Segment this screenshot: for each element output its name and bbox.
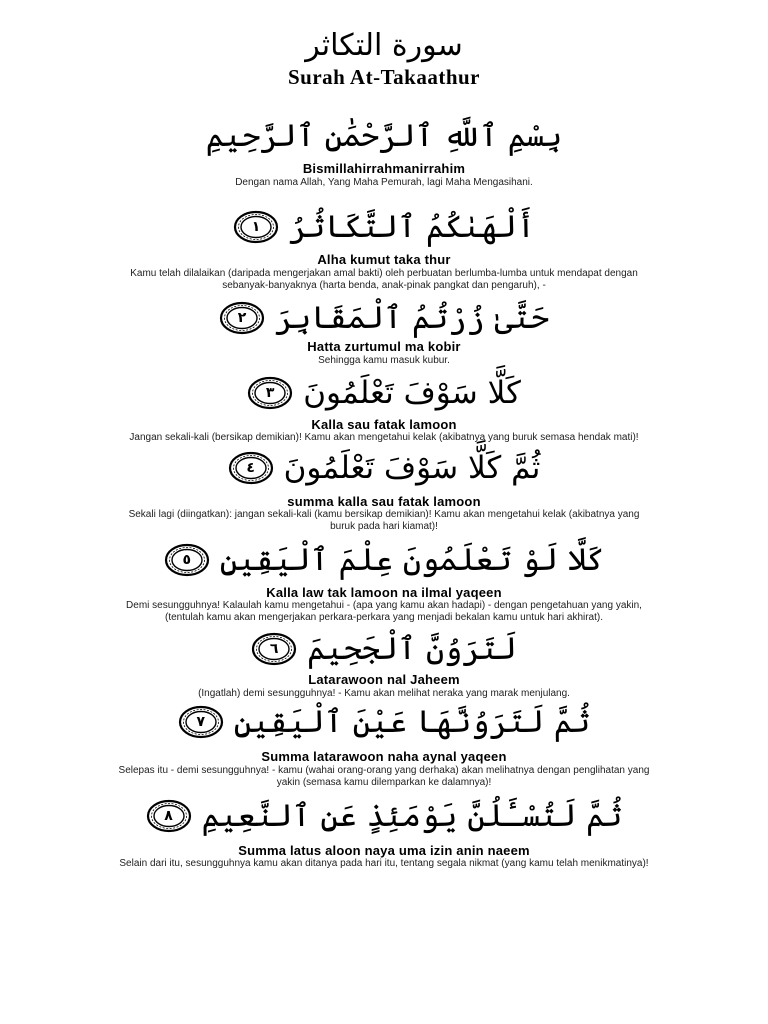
verse-7-arabic-text: ثُمَّ لَتَرَوُنَّهَا عَيْنَ ٱلْيَقِينِ — [233, 704, 591, 740]
ayah-number: ٢ — [237, 310, 247, 326]
ayah-number-marker-icon — [233, 210, 279, 244]
ayah-number-marker-icon — [219, 301, 265, 335]
ayah-number-marker-icon — [247, 376, 293, 410]
basmala-transliteration: Bismillahirrahmanirrahim — [302, 161, 466, 176]
verse-8-translation: Selain dari itu, sesungguhnya kamu akan ditanya pada hari itu, tentang segala nikmat (yang kamu telah menikmatinya)! — [119, 858, 649, 869]
verse-4-translation: Sekali lagi (diingatkan): jangan sekali-kali (kamu bersikap demikian)! Kamu akan mengetahui kelak (akibatnya yang buruk pada hari kiamat)! — [128, 509, 640, 532]
verse-4-transliteration: summa kalla sau fatak lamoon — [287, 494, 481, 509]
verse-4-arabic — [0, 443, 768, 493]
verse-5-translation: Demi sesungguhnya! Kalaulah kamu mengetahui - (apa yang kamu akan hadapi) - dengan pengetahuan yang yakin, (tentulah kamu akan mengerjakan perkara-perkara yang menjadi bekalan kamu untuk hari akhirat). — [126, 600, 642, 623]
ayah-number: ٣ — [265, 385, 275, 401]
ayah-number-marker-icon — [146, 799, 192, 833]
verse-1-arabic — [0, 202, 768, 252]
verse-6-arabic — [0, 624, 768, 674]
ayah-number: ٤ — [246, 460, 255, 476]
verse-2-transliteration: Hatta zurtumul ma kobir — [307, 339, 461, 354]
verse-7-arabic — [0, 697, 768, 747]
verse-7-translation: Selepas itu - demi sesungguhnya! - kamu (wahai orang-orang yang derhaka) akan melihatnya dengan penglihatan yang yakin (semasa kamu dilemparkan ke dalamnya)! — [118, 765, 650, 788]
basmala-arabic — [0, 111, 768, 161]
verse-1-translation: Kamu telah dilalaikan (daripada mengerjakan amal bakti) oleh perbuatan berlumba-lumba untuk mendapat dengan sebanyak-banyaknya (harta benda, anak-pinak pangkat dan pengaruh), - — [130, 268, 638, 291]
verse-1-arabic-text: أَلْهَىٰكُمُ ٱلتَّكَاثُرُ — [289, 209, 535, 245]
verse-5-transliteration: Kalla law tak lamoon na ilmal yaqeen — [266, 585, 502, 600]
verse-1-transliteration: Alha kumut taka thur — [317, 252, 451, 267]
verse-2-arabic — [0, 293, 768, 343]
verse-8-arabic-text: ثُمَّ لَتُسْـَٔلُنَّ يَوْمَئِذٍ عَنِ ٱلنَّعِيمِ — [201, 798, 623, 834]
verse-6-transliteration: Latarawoon nal Jaheem — [308, 672, 460, 687]
ayah-number-marker-icon — [228, 451, 274, 485]
verse-3-translation: Jangan sekali-kali (bersikap demikian)! Kamu akan mengetahui kelak (akibatnya yang buruk semasa hendak mati)! — [129, 432, 639, 443]
verse-8-transliteration: Summa latus aloon naya uma izin anin naeem — [238, 843, 530, 858]
verse-3-arabic — [0, 368, 768, 418]
ayah-number: ٨ — [164, 808, 173, 824]
verse-2-arabic-text: حَتَّىٰ زُرْتُمُ ٱلْمَقَابِرَ — [275, 300, 550, 336]
verse-3-arabic-text: كَلَّا سَوْفَ تَعْلَمُونَ — [303, 375, 521, 411]
ayah-number: ٧ — [196, 714, 206, 730]
basmala-translation: Dengan nama Allah, Yang Maha Pemurah, lagi Maha Mengasihani. — [235, 177, 533, 188]
ayah-number: ١ — [251, 219, 261, 235]
surah-title-arabic: سورة التكاثر — [305, 28, 463, 63]
verse-3-transliteration: Kalla sau fatak lamoon — [311, 417, 457, 432]
verse-5-arabic — [0, 535, 768, 585]
verse-7-transliteration: Summa latarawoon naha aynal yaqeen — [261, 749, 507, 764]
verse-6-arabic-text: لَتَرَوُنَّ ٱلْجَحِيمَ — [307, 631, 517, 667]
verse-5-arabic-text: كَلَّا لَوْ تَعْلَمُونَ عِلْمَ ٱلْيَقِينِ — [219, 542, 605, 578]
basmala-arabic-text: بِسْمِ ٱللَّهِ ٱلرَّحْمَٰنِ ٱلرَّحِيمِ — [205, 118, 563, 154]
ayah-number-marker-icon — [251, 632, 297, 666]
verse-6-translation: (Ingatlah) demi sesungguhnya! - Kamu akan melihat neraka yang marak menjulang. — [198, 688, 570, 699]
ayah-number: ٦ — [269, 641, 279, 657]
surah-title-latin: Surah At-Takaathur — [287, 65, 481, 89]
verse-2-translation: Sehingga kamu masuk kubur. — [318, 355, 450, 366]
ayah-number-marker-icon — [178, 705, 224, 739]
verse-4-arabic-text: ثُمَّ كَلَّا سَوْفَ تَعْلَمُونَ — [283, 450, 541, 486]
verse-8-arabic — [0, 791, 768, 841]
ayah-number: ٥ — [182, 552, 192, 568]
ayah-number-marker-icon — [164, 543, 210, 577]
